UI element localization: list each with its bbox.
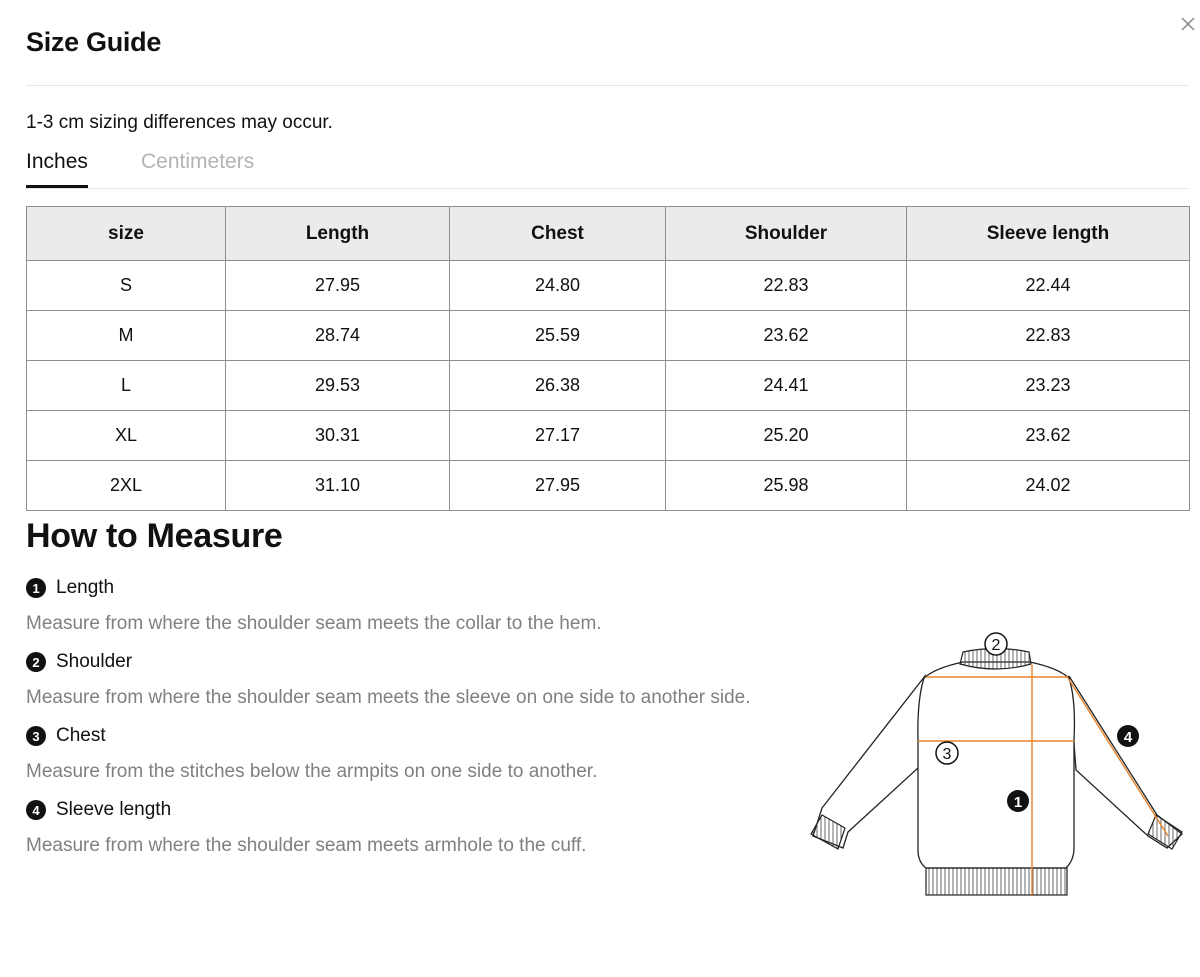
- table-cell: 2XL: [27, 461, 226, 511]
- column-header: Shoulder: [666, 207, 907, 261]
- table-cell: 25.59: [450, 311, 666, 361]
- measure-description: Measure from where the shoulder seam meets armhole to the cuff.: [26, 835, 587, 856]
- number-badge: 3: [26, 726, 46, 746]
- table-cell: 27.95: [226, 261, 450, 311]
- measure-item-sleeve-length: [26, 798, 586, 857]
- table-cell: 25.98: [666, 461, 907, 511]
- svg-text:4: 4: [1123, 729, 1133, 746]
- table-cell: 31.10: [226, 461, 450, 511]
- measure-label: Shoulder: [56, 651, 133, 672]
- table-row: [27, 361, 1190, 411]
- table-cell: 24.02: [907, 461, 1190, 511]
- marker-2: [985, 633, 1007, 655]
- svg-text:2: 2: [991, 637, 1001, 654]
- table-cell: 22.83: [907, 311, 1190, 361]
- table-cell: 23.23: [907, 361, 1190, 411]
- table-cell: 28.74: [226, 311, 450, 361]
- table-cell: 27.17: [450, 411, 666, 461]
- header-divider: [26, 85, 1189, 86]
- svg-text:3: 3: [942, 746, 952, 763]
- table-cell: 23.62: [907, 411, 1190, 461]
- measure-label: Sleeve length: [56, 799, 172, 820]
- table-row: [27, 461, 1190, 511]
- table-cell: S: [27, 261, 226, 311]
- table-cell: 23.62: [666, 311, 907, 361]
- table-row: [27, 311, 1190, 361]
- size-table: [26, 206, 1190, 511]
- tab-centimeters[interactable]: Centimeters: [141, 150, 255, 173]
- how-to-measure-title: How to Measure: [26, 517, 283, 555]
- table-cell: 22.83: [666, 261, 907, 311]
- column-header: Sleeve length: [907, 207, 1190, 261]
- table-cell: 24.41: [666, 361, 907, 411]
- hem: [926, 868, 1067, 895]
- unit-tabs: [26, 150, 1189, 189]
- number-badge: 2: [26, 652, 46, 672]
- number-badge: 4: [26, 800, 46, 820]
- table-cell: 24.80: [450, 261, 666, 311]
- table-cell: 29.53: [226, 361, 450, 411]
- column-header: Chest: [450, 207, 666, 261]
- sweater-measurement-diagram: [800, 625, 1195, 905]
- table-cell: 26.38: [450, 361, 666, 411]
- svg-text:1: 1: [1013, 794, 1023, 811]
- measure-description: Measure from the stitches below the armpits on one side to another.: [26, 761, 598, 782]
- measure-item-chest: [26, 724, 597, 783]
- measure-description: Measure from where the shoulder seam meets the collar to the hem.: [26, 613, 602, 634]
- number-badge: 1: [26, 578, 46, 598]
- column-header: Length: [226, 207, 450, 261]
- table-cell: 30.31: [226, 411, 450, 461]
- table-cell: L: [27, 361, 226, 411]
- modal-title: Size Guide: [26, 27, 162, 57]
- table-cell: XL: [27, 411, 226, 461]
- tab-inches[interactable]: Inches: [26, 150, 88, 188]
- column-header: size: [27, 207, 226, 261]
- measure-label: Chest: [56, 725, 106, 746]
- measure-item-length: [26, 576, 602, 635]
- marker-1: [1007, 790, 1029, 812]
- measure-description: Measure from where the shoulder seam meets the sleeve on one side to another side.: [26, 687, 751, 708]
- table-cell: 25.20: [666, 411, 907, 461]
- close-icon[interactable]: [1180, 16, 1196, 32]
- table-row: [27, 411, 1190, 461]
- measure-item-shoulder: [26, 650, 751, 709]
- table-cell: 27.95: [450, 461, 666, 511]
- marker-4: [1117, 725, 1139, 747]
- sizing-note: 1-3 cm sizing differences may occur.: [26, 112, 333, 133]
- sweater-body: [918, 662, 1075, 868]
- measure-label: Length: [56, 577, 115, 598]
- table-cell: M: [27, 311, 226, 361]
- marker-3: [936, 742, 958, 764]
- table-header-row: [27, 207, 1190, 261]
- table-cell: 22.44: [907, 261, 1190, 311]
- table-row: [27, 261, 1190, 311]
